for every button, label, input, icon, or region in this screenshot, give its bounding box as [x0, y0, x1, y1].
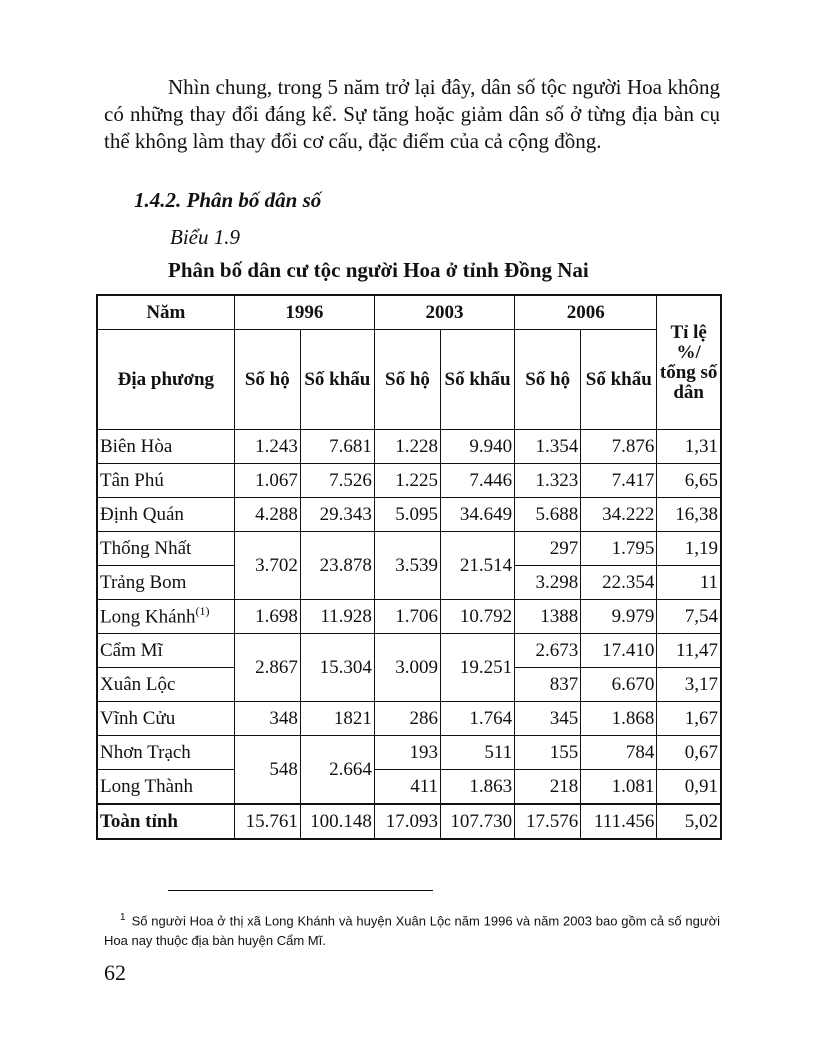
cell-value: 286 — [374, 702, 440, 736]
cell-value: 218 — [515, 770, 581, 805]
cell-value: 17.576 — [515, 804, 581, 839]
table-row — [97, 600, 721, 634]
cell-value: 411 — [374, 770, 440, 805]
cell-value: 1.243 — [234, 430, 300, 464]
cell-value: 16,38 — [657, 498, 721, 532]
cell-value: 4.288 — [234, 498, 300, 532]
table-row — [97, 634, 721, 668]
table-row — [97, 770, 721, 805]
cell-value: 1.764 — [441, 702, 515, 736]
locality-name: Vĩnh Cửu — [97, 702, 234, 736]
cell-value: 3.009 — [374, 634, 440, 702]
section-heading: 1.4.2. Phân bố dân số — [134, 188, 322, 212]
cell-value: 7.446 — [441, 464, 515, 498]
cell-value: 345 — [515, 702, 581, 736]
cell-value: 5,02 — [657, 804, 721, 839]
figure-label: Biểu 1.9 — [170, 225, 240, 249]
footnote-text: Số người Hoa ở thị xã Long Khánh và huyện Xuân Lộc năm 1996 và năm 2003 bao gồm cả số người Hoa nay thuộc địa bàn huyện Cẩm Mĩ. — [104, 913, 720, 949]
locality-name: Thống Nhất — [97, 532, 234, 566]
cell-value: 1.081 — [581, 770, 657, 805]
cell-value: 155 — [515, 736, 581, 770]
cell-value: 11 — [657, 566, 721, 600]
cell-value: 6.670 — [581, 668, 657, 702]
cell-value: 1.225 — [374, 464, 440, 498]
table-row — [97, 736, 721, 770]
cell-value: 3.539 — [374, 532, 440, 600]
cell-value: 297 — [515, 532, 581, 566]
cell-value: 2.673 — [515, 634, 581, 668]
cell-value: 1.863 — [441, 770, 515, 805]
cell-value: 15.761 — [234, 804, 300, 839]
header-year-2006: 2006 — [515, 295, 657, 330]
table-row — [97, 498, 721, 532]
cell-value: 7.681 — [300, 430, 374, 464]
cell-value: 0,67 — [657, 736, 721, 770]
cell-value: 34.222 — [581, 498, 657, 532]
cell-value: 17.410 — [581, 634, 657, 668]
cell-value: 1.795 — [581, 532, 657, 566]
page-number: 62 — [104, 960, 126, 985]
locality-name: Định Quán — [97, 498, 234, 532]
cell-value: 1.868 — [581, 702, 657, 736]
locality-name — [97, 600, 234, 634]
cell-value: 1.323 — [515, 464, 581, 498]
footnote — [104, 908, 720, 951]
locality-name: Biên Hòa — [97, 430, 234, 464]
locality-name-text: Long Khánh — [100, 606, 196, 628]
cell-value: 11.928 — [300, 600, 374, 634]
cell-value: 837 — [515, 668, 581, 702]
header-row-years — [97, 295, 721, 330]
header-persons-1996: Số khẩu — [300, 330, 374, 430]
cell-value: 0,91 — [657, 770, 721, 805]
header-locality: Địa phương — [97, 330, 234, 430]
header-ratio: Tỉ lệ %/ tổng số dân — [657, 295, 721, 430]
footnote-mark: (1) — [195, 604, 210, 619]
header-year-1996: 1996 — [234, 295, 374, 330]
header-year-label: Năm — [97, 295, 234, 330]
cell-value: 1388 — [515, 600, 581, 634]
footnote-divider — [168, 890, 433, 891]
table-row — [97, 702, 721, 736]
cell-value: 7.876 — [581, 430, 657, 464]
header-row-columns — [97, 330, 721, 430]
cell-value: 9.940 — [441, 430, 515, 464]
table-row — [97, 430, 721, 464]
cell-value: 348 — [234, 702, 300, 736]
cell-value: 193 — [374, 736, 440, 770]
cell-value: 511 — [441, 736, 515, 770]
cell-value: 15.304 — [300, 634, 374, 702]
cell-value: 107.730 — [441, 804, 515, 839]
cell-value: 7.417 — [581, 464, 657, 498]
cell-value: 6,65 — [657, 464, 721, 498]
cell-value: 1.228 — [374, 430, 440, 464]
locality-name: Tân Phú — [97, 464, 234, 498]
locality-name: Xuân Lộc — [97, 668, 234, 702]
cell-value: 23.878 — [300, 532, 374, 600]
cell-value: 1821 — [300, 702, 374, 736]
cell-value: 2.664 — [300, 736, 374, 805]
cell-value: 1,67 — [657, 702, 721, 736]
header-households-1996: Số hộ — [234, 330, 300, 430]
cell-value: 3.702 — [234, 532, 300, 600]
cell-value: 1,31 — [657, 430, 721, 464]
cell-value: 3.298 — [515, 566, 581, 600]
cell-value: 2.867 — [234, 634, 300, 702]
cell-value: 1.067 — [234, 464, 300, 498]
locality-name: Trảng Bom — [97, 566, 234, 600]
cell-value: 17.093 — [374, 804, 440, 839]
locality-name: Nhơn Trạch — [97, 736, 234, 770]
cell-value: 100.148 — [300, 804, 374, 839]
cell-value: 7,54 — [657, 600, 721, 634]
locality-name: Cẩm Mĩ — [97, 634, 234, 668]
total-label: Toàn tỉnh — [97, 804, 234, 839]
cell-value: 7.526 — [300, 464, 374, 498]
cell-value: 10.792 — [441, 600, 515, 634]
cell-value: 1,19 — [657, 532, 721, 566]
footnote-number: 1 — [120, 912, 126, 923]
cell-value: 29.343 — [300, 498, 374, 532]
cell-value: 1.354 — [515, 430, 581, 464]
locality-name: Long Thành — [97, 770, 234, 805]
table-row — [97, 464, 721, 498]
cell-value: 784 — [581, 736, 657, 770]
cell-value: 5.095 — [374, 498, 440, 532]
cell-value: 1.698 — [234, 600, 300, 634]
cell-value: 9.979 — [581, 600, 657, 634]
table-row-total — [97, 804, 721, 839]
cell-value: 1.706 — [374, 600, 440, 634]
cell-value: 21.514 — [441, 532, 515, 600]
header-persons-2006: Số khẩu — [581, 330, 657, 430]
body-paragraph: Nhìn chung, trong 5 năm trở lại đây, dân số tộc người Hoa không có những thay đổi đáng kể. Sự tăng hoặc giảm dân số ở từng địa bàn cụ thể không làm thay đổi cơ cấu, đặc điểm của cả cộng đồng. — [104, 75, 720, 153]
header-households-2006: Số hộ — [515, 330, 581, 430]
cell-value: 111.456 — [581, 804, 657, 839]
cell-value: 19.251 — [441, 634, 515, 702]
header-year-2003: 2003 — [374, 295, 514, 330]
cell-value: 11,47 — [657, 634, 721, 668]
table-title: Phân bố dân cư tộc người Hoa ở tỉnh Đồng Nai — [168, 258, 589, 282]
cell-value: 548 — [234, 736, 300, 805]
header-persons-2003: Số khẩu — [441, 330, 515, 430]
population-table — [96, 294, 722, 840]
cell-value: 34.649 — [441, 498, 515, 532]
cell-value: 22.354 — [581, 566, 657, 600]
cell-value: 5.688 — [515, 498, 581, 532]
header-households-2003: Số hộ — [374, 330, 440, 430]
cell-value: 3,17 — [657, 668, 721, 702]
table-row — [97, 532, 721, 566]
